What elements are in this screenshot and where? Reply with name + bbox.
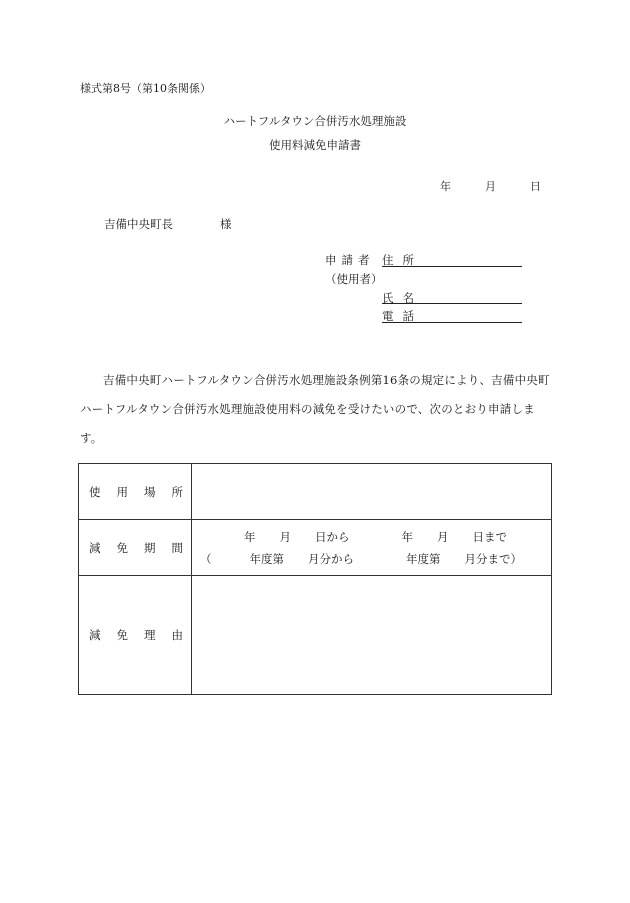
period-day-to: 日まで (472, 529, 507, 544)
addressee-honorific: 様 (220, 217, 232, 231)
label-char: 免 (116, 628, 128, 642)
document-title-line1: ハートフルタウン合併汚水処理施設 (223, 114, 407, 128)
label-char: 免 (116, 540, 128, 555)
label-char: 用 (116, 484, 128, 499)
address-label: 住所 (382, 253, 423, 267)
application-table (78, 463, 552, 695)
period-fiscal-from: 年度第 (249, 551, 284, 566)
period-fiscal-to: 年度第 (406, 551, 441, 566)
reason-value-cell[interactable] (192, 576, 552, 695)
period-label-cell (79, 520, 192, 576)
period-month-range-to: 月分まで） (464, 551, 522, 566)
addressee-name: 吉備中央町長 (104, 217, 173, 231)
label-char: 場 (144, 484, 156, 499)
location-value-cell[interactable] (192, 464, 552, 520)
table-row-period (79, 520, 552, 576)
label-char: 減 (89, 540, 101, 555)
name-line[interactable] (382, 303, 522, 304)
table-row-reason (79, 576, 552, 695)
period-month-to: 月 (437, 529, 449, 544)
label-char: 理 (144, 628, 156, 642)
label-char: 期 (144, 540, 156, 555)
period-open-paren: （ (200, 551, 212, 566)
label-char: 間 (171, 540, 183, 555)
date-field (440, 178, 541, 194)
label-char: 減 (89, 628, 101, 642)
label-char: 使 (89, 484, 101, 499)
document-title-line2: 使用料減免申請書 (269, 138, 361, 152)
period-date-line (192, 529, 551, 545)
period-value-cell[interactable] (192, 520, 552, 576)
period-month-range-from: 月分から (308, 551, 354, 566)
phone-label: 電話 (382, 309, 423, 323)
name-label: 氏名 (382, 291, 423, 305)
reason-label-cell (79, 576, 192, 695)
period-year-to: 年 (401, 529, 413, 544)
applicant-label: 申請者 (325, 253, 375, 267)
period-fiscal-line (192, 551, 551, 567)
form-number: 様式第8号（第10条関係） (80, 82, 211, 95)
label-char: 所 (171, 484, 183, 499)
date-month: 月 (485, 180, 496, 193)
table-row-location (79, 464, 552, 520)
period-month-from: 月 (279, 529, 291, 544)
application-body-text: 吉備中央町ハートフルタウン合併汚水処理施設条例第16条の規定により、吉備中央町ハートフルタウン合併汚水処理施設使用料の減免を受けたいので、次のとおり申請します。 (80, 373, 550, 445)
applicant-sub-label: （使用者） (325, 272, 383, 286)
date-day: 日 (530, 180, 541, 193)
period-day-from: 日から (315, 529, 350, 544)
location-label-cell (79, 464, 192, 520)
date-year: 年 (440, 180, 451, 193)
address-line[interactable] (382, 266, 522, 267)
period-year-from: 年 (244, 529, 256, 544)
label-char: 由 (171, 628, 183, 642)
phone-line[interactable] (382, 322, 522, 323)
